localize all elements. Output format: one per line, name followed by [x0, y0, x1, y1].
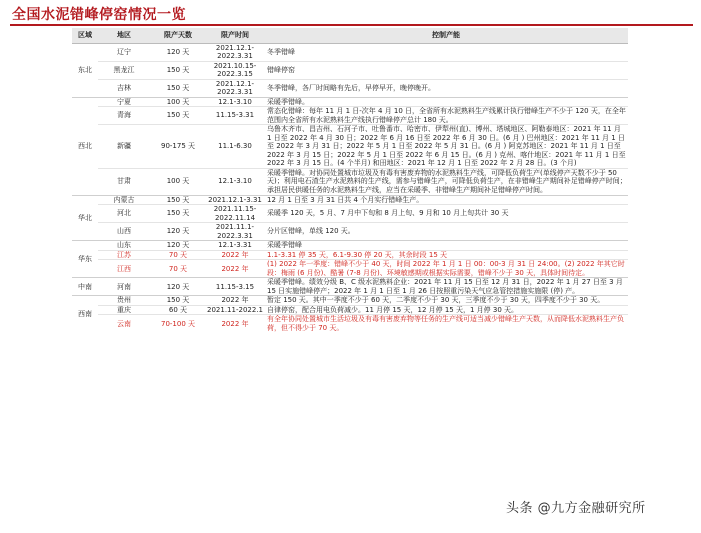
province-cell: 新疆 [98, 125, 150, 169]
time-cell: 2022 年 [206, 315, 264, 333]
title-bar [0, 0, 701, 26]
time-cell: 12.1-3.10 [206, 97, 264, 107]
policy-cell: 冬季错峰 [264, 43, 628, 61]
region-cell: 西南 [72, 296, 98, 333]
policy-cell: 冬季错峰，各厂时间略有先后，早停早开，晚停晚开。 [264, 79, 628, 97]
region-cell: 东北 [72, 43, 98, 97]
days-cell: 120 天 [150, 241, 206, 251]
time-cell: 11.15-3.15 [206, 278, 264, 296]
policy-cell: 采暖季错峰。 [264, 97, 628, 107]
table-row [72, 296, 628, 306]
table-row [72, 205, 628, 223]
policy-cell: 分片区错峰，单线 120 天。 [264, 223, 628, 241]
province-cell: 云南 [98, 315, 150, 333]
policy-cell: 常态化错峰：每年 11 月 1 日-次年 4 月 10 日，全省所有水泥熟料生产线累计执行错峰生产不少于 120 天，在全年范围内全省所有水泥熟料生产线执行错峰停产总计 180 天。 [264, 107, 628, 125]
policy-cell: 乌鲁木齐市、昌吉州、石河子市、吐鲁番市、哈密市、伊犁州(直)、博州、塔城地区、阿勒泰地区：2021 年 11 月 1 日至 2022 年 4 月 30 日；2022 年 6 月 16 日至 2022 年 6 月 30 日。(6 月 ) 巴州地区：2021 年 11 月 1 日至 2022 年 3 月 31 日；2022 年 5 月 1 日至 2022 年 5 月 31 日。(6 月 ) 阿克苏地区：2021 年 11 月 1 日至 2022 年 3 月 15 日；2022 年 5 月 1 日至 2022 年 6 月 15 日。(6 月 ) 克州、喀什地区：2021 年 11 月 1 日至 2022 年 3 月 15 日。(4 个半月) 和田地区：2021 年 12 月 1 日至 2022 年 2 月 28 日。(3 个月) [264, 125, 628, 169]
province-cell: 江苏 [98, 250, 150, 260]
table-row [72, 241, 628, 251]
province-cell: 山东 [98, 241, 150, 251]
time-cell: 11.1-6.30 [206, 125, 264, 169]
province-cell: 青海 [98, 107, 150, 125]
table-row [72, 97, 628, 107]
time-cell: 12.1-3.31 [206, 241, 264, 251]
header-time: 限产时间 [206, 28, 264, 43]
days-cell: 100 天 [150, 97, 206, 107]
time-cell: 2021.12.1-2022.3.31 [206, 43, 264, 61]
table-row [72, 61, 628, 79]
days-cell: 60 天 [150, 305, 206, 315]
table-row [72, 79, 628, 97]
policy-cell: 采暖季错峰。绩效分级 B、C 级水泥熟料企业：2021 年 11 月 15 日至 12 月 31 日，2022 年 1 月 27 日至 3 月 15 日实施错峰停产；2022 年 1 月 1 日至 1 月 26 日按照重污染天气应急管控措施实施限 (停) 产。 [264, 278, 628, 296]
province-cell: 黑龙江 [98, 61, 150, 79]
province-cell: 甘肃 [98, 168, 150, 195]
table-row [72, 305, 628, 315]
days-cell: 120 天 [150, 43, 206, 61]
province-cell: 宁夏 [98, 97, 150, 107]
table-row [72, 195, 628, 205]
table-row [72, 260, 628, 278]
region-cell: 华东 [72, 241, 98, 278]
policy-cell: 暂定 150 天。其中一季度不少于 60 天，二季度不少于 30 天，三季度不少于 30 天，四季度不少于 30 天。 [264, 296, 628, 306]
table-row [72, 125, 628, 169]
watermark-text: 头条 @九方金融研究所 [503, 497, 649, 516]
kiln-shutdown-table-wrap [72, 28, 628, 522]
policy-cell: 采暖季 120 天，5 月、7 月中下旬和 8 月上旬、9 月和 10 月上旬共计 30 天 [264, 205, 628, 223]
region-cell: 华北 [72, 195, 98, 241]
province-cell: 吉林 [98, 79, 150, 97]
table-row [72, 168, 628, 195]
policy-cell: 采暖季错峰 [264, 241, 628, 251]
days-cell: 150 天 [150, 205, 206, 223]
time-cell: 2021.11.1-2022.3.31 [206, 223, 264, 241]
policy-cell: 错峰停窑 [264, 61, 628, 79]
page-title: 全国水泥错峰停窑情况一览 [12, 7, 186, 23]
province-cell: 河北 [98, 205, 150, 223]
title-divider [10, 24, 693, 26]
days-cell: 70-100 天 [150, 315, 206, 333]
province-cell: 重庆 [98, 305, 150, 315]
header-region: 区域 [72, 28, 98, 43]
days-cell: 70 天 [150, 260, 206, 278]
table-row [72, 107, 628, 125]
table-header-row [72, 28, 628, 43]
region-cell: 中南 [72, 278, 98, 296]
policy-cell: 12 月 1 日至 3 月 31 日共 4 个月实行错峰生产。 [264, 195, 628, 205]
province-cell: 贵州 [98, 296, 150, 306]
table-row [72, 250, 628, 260]
policy-cell: 有全年协同处置城市生活垃圾及有毒有害废弃物等任务的生产线可适当减少错峰生产天数，从而降低水泥熟料生产负荷，但不得少于 70 天。 [264, 315, 628, 333]
time-cell: 2021.12.1-2022.3.31 [206, 79, 264, 97]
table-row [72, 43, 628, 61]
province-cell: 江西 [98, 260, 150, 278]
table-row [72, 223, 628, 241]
policy-cell: 自律停窑，配合用电负荷减少。11 月停 15 天，12 月停 15 天，1 月停 30 天。 [264, 305, 628, 315]
province-cell: 辽宁 [98, 43, 150, 61]
time-cell: 2022 年 [206, 260, 264, 278]
region-cell: 西北 [72, 97, 98, 195]
time-cell: 2021.10.15-2022.3.15 [206, 61, 264, 79]
time-cell: 2021.12.1-3.31 [206, 195, 264, 205]
policy-cell: (1) 2022 年一季度：错峰不少于 40 天，时间 2022 年 1 月 1 日 00：00-3 月 31 日 24:00。(2) 2022 年其它时段：梅雨 (6 月份)、酷暑 (7-8 月份)、环境敏感期或根据实际需要，错峰不少于 30 天，具体时间待定。 [264, 260, 628, 278]
time-cell: 2022 年 [206, 296, 264, 306]
days-cell: 90-175 天 [150, 125, 206, 169]
province-cell: 山西 [98, 223, 150, 241]
header-days: 限产天数 [150, 28, 206, 43]
days-cell: 150 天 [150, 296, 206, 306]
header-policy: 控制产能 [264, 28, 628, 43]
table-row [72, 315, 628, 333]
province-cell: 河南 [98, 278, 150, 296]
days-cell: 150 天 [150, 107, 206, 125]
policy-cell: 1.1-3.31 停 35 天，6.1-9.30 停 20 天，其余时段 15 天 [264, 250, 628, 260]
days-cell: 120 天 [150, 223, 206, 241]
days-cell: 70 天 [150, 250, 206, 260]
time-cell: 12.1-3.10 [206, 168, 264, 195]
kiln-shutdown-table [72, 28, 628, 333]
days-cell: 150 天 [150, 195, 206, 205]
time-cell: 2022 年 [206, 250, 264, 260]
days-cell: 120 天 [150, 278, 206, 296]
header-province: 地区 [98, 28, 150, 43]
days-cell: 150 天 [150, 61, 206, 79]
table-row [72, 278, 628, 296]
days-cell: 150 天 [150, 79, 206, 97]
time-cell: 11.15-3.31 [206, 107, 264, 125]
time-cell: 2021.11.15-2022.11.14 [206, 205, 264, 223]
policy-cell: 采暖季错峰。对协同处置城市垃圾及有毒有害废弃物的水泥熟料生产线，可降低负荷生产(单线停产天数不少于 50 天)；利用电石渣生产水泥熟料的生产线，需参与错峰生产，可降低负荷生产，在非错峰生产期间补足错峰停产时间；承担居民供暖任务的水泥熟料生产线，应当在采暖季、非错峰生产期间补足错峰停产时间。 [264, 168, 628, 195]
days-cell: 100 天 [150, 168, 206, 195]
time-cell: 2021.11-2022.1 [207, 305, 263, 314]
province-cell: 内蒙古 [98, 195, 150, 205]
